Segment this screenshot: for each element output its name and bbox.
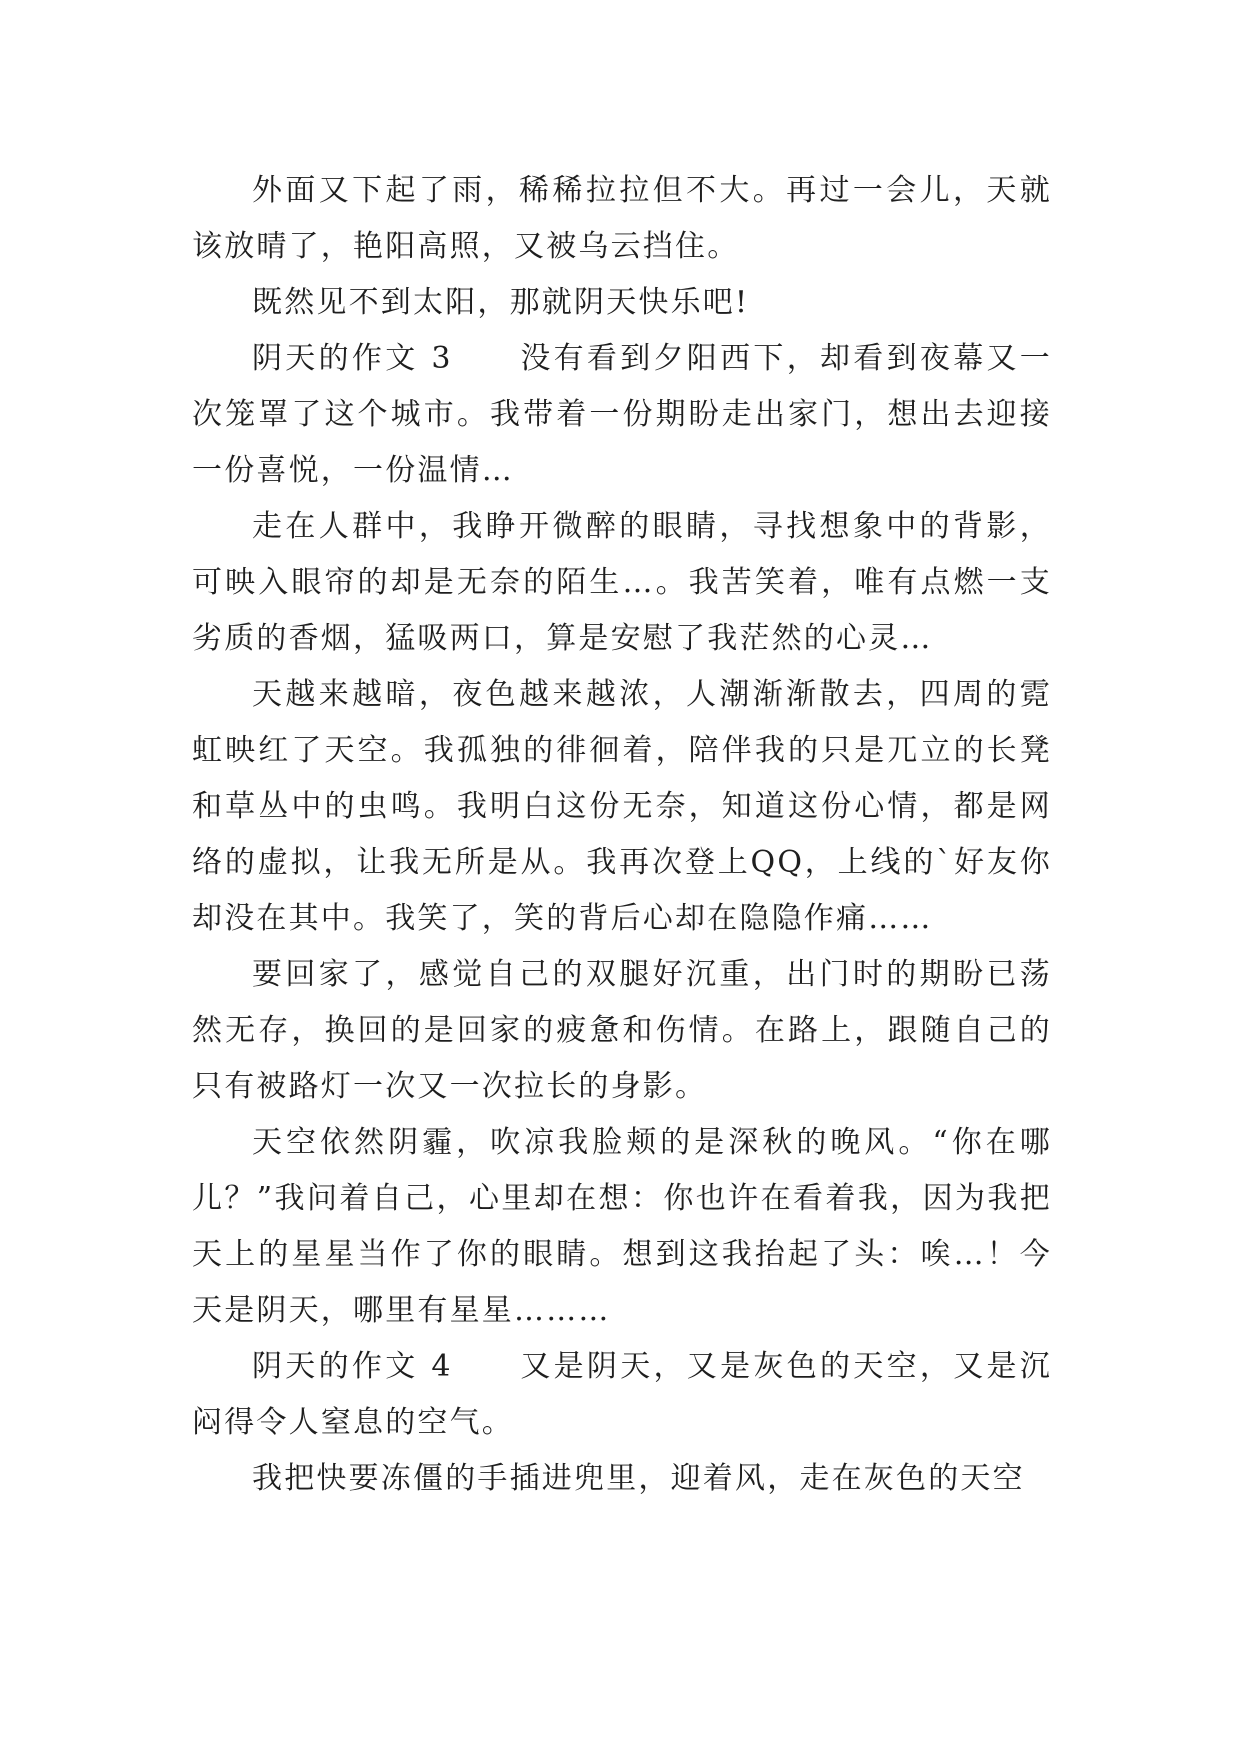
- paragraph-9: 我把快要冻僵的手插进兜里，迎着风，走在灰色的天空: [252, 1461, 1025, 1496]
- paragraph-8-essay-heading: 阴天的作文 4 又是阴天，又是灰色的天空，又是沉闷得令人窒息的空气。: [192, 1349, 1052, 1440]
- paragraph-5: 天越来越暗，夜色越来越浓，人潮渐渐散去，四周的霓虹映红了天空。我孤独的徘徊着，陪伴我的只是兀立的长凳和草丛中的虫鸣。我明白这份无奈，知道这份心情，都是网络的虚拟，让我无所是从。我再次登上QQ，上线的`好友你却没在其中。我笑了，笑的背后心却在隐隐作痛……: [192, 677, 1052, 936]
- paragraph-7: 天空依然阴霾，吹凉我脸颊的是深秋的晚风。“你在哪儿？”我问着自己，心里却在想：你也许在看着我，因为我把天上的星星当作了你的眼睛。想到这我抬起了头：唉…！今天是阴天，哪里有星星………: [192, 1125, 1052, 1328]
- paragraph-2: 既然见不到太阳，那就阴天快乐吧!: [252, 285, 750, 320]
- paragraph-1: 外面又下起了雨，稀稀拉拉但不大。再过一会儿，天就该放晴了，艳阳高照，又被乌云挡住。: [192, 173, 1052, 264]
- paragraph-3-essay-heading: 阴天的作文 3 没有看到夕阳西下，却看到夜幕又一次笼罩了这个城市。我带着一份期盼走出家门，想出去迎接一份喜悦，一份温情…: [192, 341, 1052, 488]
- paragraph-6: 要回家了，感觉自己的双腿好沉重，出门时的期盼已荡然无存，换回的是回家的疲惫和伤情。在路上，跟随自己的只有被路灯一次又一次拉长的身影。: [192, 957, 1052, 1104]
- essay-body: [192, 163, 1052, 1507]
- paragraph-4: 走在人群中，我睁开微醉的眼睛，寻找想象中的背影，可映入眼帘的却是无奈的陌生…。我苦笑着，唯有点燃一支劣质的香烟，猛吸两口，算是安慰了我茫然的心灵…: [192, 509, 1052, 656]
